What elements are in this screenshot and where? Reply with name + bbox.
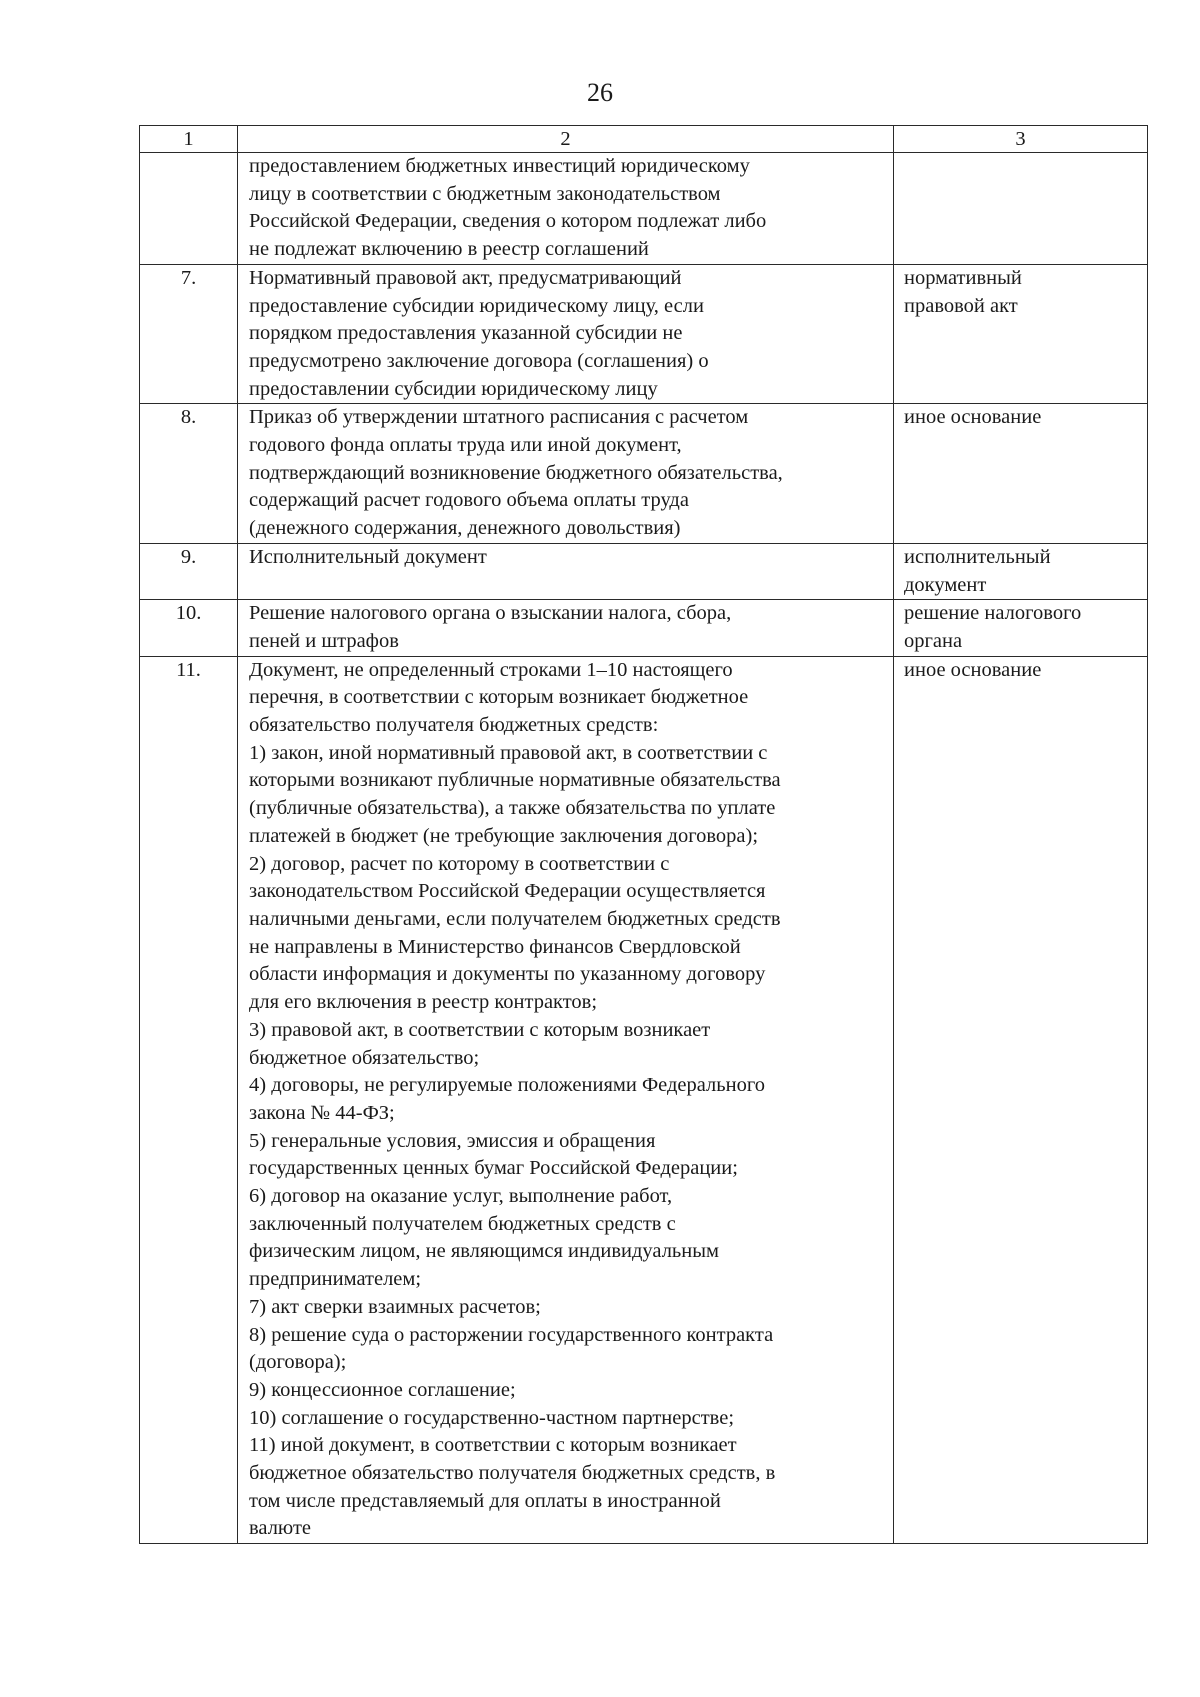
document-description-line: 5) генеральные условия, эмиссия и обращения (249, 1129, 656, 1152)
document-description-line: предоставлении субсидии юридическому лицу (249, 377, 658, 400)
document-description-line: 3) правовой акт, в соответствии с которым возникает (249, 1018, 711, 1041)
document-description (238, 656, 894, 1544)
table-row (140, 600, 1148, 656)
row-number: 7. (140, 264, 238, 404)
document-description-line: предпринимателем; (249, 1268, 422, 1291)
basis-type-line: иное основание (904, 406, 1042, 429)
document-description-line: 9) концессионное соглашение; (249, 1378, 516, 1401)
document-description-line: 11) иной документ, в соответствии с которым возникает (249, 1434, 737, 1457)
document-description-line: пеней и штрафов (249, 629, 399, 652)
table-row (140, 264, 1148, 404)
document-description-line: платежей в бюджет (не требующие заключения договора); (249, 824, 759, 847)
basis-type-line: правовой акт (904, 294, 1018, 317)
document-description-line: наличными деньгами, если получателем бюджетных средств (249, 907, 781, 930)
basis-type-line: нормативный (904, 266, 1022, 289)
row-number: 11. (140, 656, 238, 1544)
basis-type-line: документ (904, 573, 987, 596)
table-row (140, 543, 1148, 599)
document-description-line: 6) договор на оказание услуг, выполнение работ, (249, 1185, 673, 1208)
row-number: 10. (140, 600, 238, 656)
document-description-line: содержащий расчет годового объема оплаты труда (249, 489, 689, 512)
basis-type-line: исполнительный (904, 545, 1051, 568)
document-description-line: том числе представляемый для оплаты в иностранной (249, 1489, 721, 1512)
basis-type-line: органа (904, 629, 963, 652)
document-description-line: лицу в соответствии с бюджетным законодательством (249, 182, 721, 205)
document-description-line: Документ, не определенный строками 1–10 настоящего (249, 658, 733, 681)
basis-type (894, 153, 1148, 265)
document-description-line: 1) закон, иной нормативный правовой акт, в соответствии с (249, 741, 768, 764)
document-description-line: 8) решение суда о расторжении государственного контракта (249, 1323, 774, 1346)
document-description-line: предусмотрено заключение договора (соглашения) о (249, 349, 709, 372)
document-description (238, 600, 894, 656)
document-description-line: закона № 44-ФЗ; (249, 1101, 395, 1124)
header-cell-basis: 3 (894, 126, 1148, 153)
document-description-line: валюте (249, 1517, 312, 1540)
table-row (140, 153, 1148, 265)
document-description-line: предоставление субсидии юридическому лицу, если (249, 294, 704, 317)
document-description-line: государственных ценных бумаг Российской Федерации; (249, 1157, 738, 1180)
document-description-line: (договора); (249, 1351, 347, 1374)
document-description-line: 2) договор, расчет по которому в соответствии с (249, 852, 670, 875)
document-description-line: годового фонда оплаты труда или иной документ, (249, 434, 682, 457)
document-description-line: не направлены в Министерство финансов Свердловской (249, 935, 741, 958)
document-description-line: физическим лицом, не являющимся индивидуальным (249, 1240, 719, 1263)
basis-type (894, 404, 1148, 544)
row-number: 8. (140, 404, 238, 544)
basis-type (894, 543, 1148, 599)
document-description-line: 4) договоры, не регулируемые положениями Федерального (249, 1074, 766, 1097)
table-row (140, 656, 1148, 1544)
document-description-line: Исполнительный документ (249, 545, 487, 568)
table-header-row (140, 126, 1148, 153)
document-description-line: которыми возникают публичные нормативные обязательства (249, 769, 781, 792)
document-description-line: Решение налогового органа о взыскании налога, сбора, (249, 602, 732, 625)
document-description-line: (денежного содержания, денежного довольствия) (249, 517, 681, 540)
basis-type-line: иное основание (904, 658, 1042, 681)
row-number (140, 153, 238, 265)
document-description (238, 543, 894, 599)
document-description-line: 10) соглашение о государственно-частном партнерстве; (249, 1406, 735, 1429)
basis-type (894, 656, 1148, 1544)
document-description-line: порядком предоставления указанной субсидии не (249, 322, 683, 345)
document-description-line: для его включения в реестр контрактов; (249, 991, 598, 1014)
basis-type (894, 600, 1148, 656)
document-description (238, 264, 894, 404)
document-description-line: подтверждающий возникновение бюджетного обязательства, (249, 461, 783, 484)
document-description-line: бюджетное обязательство; (249, 1046, 480, 1069)
row-number: 9. (140, 543, 238, 599)
document-description-line: области информация и документы по указанному договору (249, 963, 766, 986)
document-description-line: перечня, в соответствии с которым возникает бюджетное (249, 686, 749, 709)
document-description-line: заключенный получателем бюджетных средств с (249, 1212, 676, 1235)
document-description-line: законодательством Российской Федерации осуществляется (249, 880, 766, 903)
header-cell-document: 2 (238, 126, 894, 153)
table-row (140, 404, 1148, 544)
document-description (238, 153, 894, 265)
document-description (238, 404, 894, 544)
basis-type (894, 264, 1148, 404)
document-description-line: предоставлением бюджетных инвестиций юридическому (249, 155, 750, 177)
document-description-line: (публичные обязательства), а также обязательства по уплате (249, 797, 776, 820)
document-description-line: обязательство получателя бюджетных средств: (249, 714, 659, 737)
document-description-line: Приказ об утверждении штатного расписания с расчетом (249, 406, 749, 429)
document-description-line: бюджетное обязательство получателя бюджетных средств, в (249, 1462, 776, 1485)
basis-type-line: решение налогового (904, 602, 1082, 625)
document-description-line: Нормативный правовой акт, предусматривающий (249, 266, 682, 289)
document-description-line: 7) акт сверки взаимных расчетов; (249, 1295, 541, 1318)
header-cell-number: 1 (140, 126, 238, 153)
document-description-line: Российской Федерации, сведения о котором подлежат либо (249, 210, 767, 233)
document-description-line: не подлежат включению в реестр соглашений (249, 238, 649, 261)
page-number: 26 (587, 78, 613, 107)
document-table (139, 125, 1148, 1544)
